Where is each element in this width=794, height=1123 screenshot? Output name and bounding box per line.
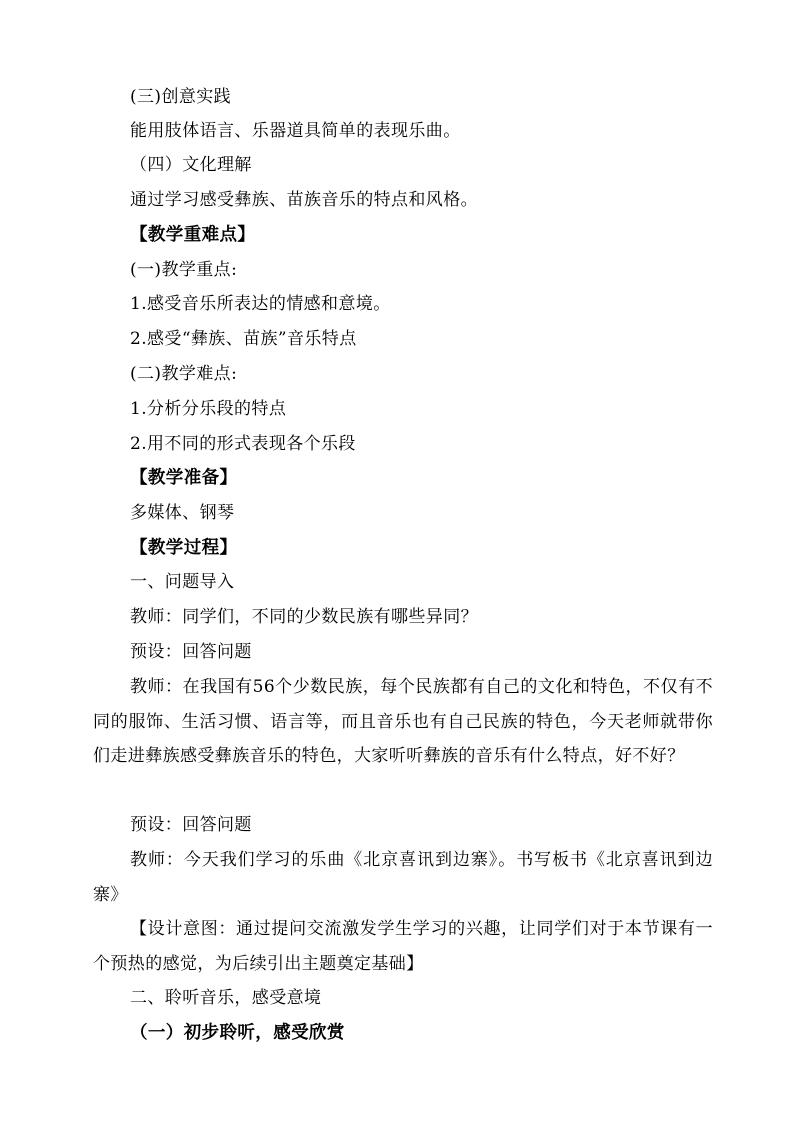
list-item: 2.感受“彝族、苗族”音乐特点	[130, 329, 357, 349]
section-question-intro: 一、问题导入	[130, 572, 235, 592]
paragraph: 教师：在我国有56个少数民族，每个民族都有自己的文化和特色，不仅有不同的服饰、生活习惯、语言等，而且音乐也有自己民族的特色，今天老师就带你们走进彝族感受彝族音乐的特色，大家听听彝族的音乐有什么特点，好不好？	[93, 677, 713, 766]
section-cultural-understanding: （四）文化理解	[130, 155, 252, 175]
subheading-initial-listening: （一）初步聆听，感受欣赏	[130, 1023, 345, 1043]
paragraph: 教师：今天我们学习的乐曲《北京喜讯到边寨》。书写板书《北京喜讯到边寨》	[93, 850, 713, 905]
text-line: 预设：回答问题	[130, 815, 252, 835]
subheading-key-points: (一)教学重点:	[130, 260, 238, 280]
list-item: 2.用不同的形式表现各个乐段	[130, 434, 356, 454]
text-line: 预设：回答问题	[130, 642, 252, 662]
design-intent-paragraph: 【设计意图：通过提问交流激发学生学习的兴趣，让同学们对于本节课有一个预热的感觉，为后续引出主题奠定基础】	[93, 919, 713, 974]
text-line: 通过学习感受彝族、苗族音乐的特点和风格。	[130, 190, 478, 210]
heading-teaching-process: 【教学过程】	[130, 538, 238, 558]
list-item: 1.感受音乐所表达的情感和意境。	[130, 294, 391, 314]
section-creative-practice: (三)创意实践	[130, 87, 232, 107]
list-item: 1.分析分乐段的特点	[130, 399, 287, 419]
text-line: 能用肢体语言、乐器道具简单的表现乐曲。	[130, 121, 461, 141]
subheading-difficult-points: (二)教学难点:	[130, 364, 238, 384]
section-listen-music: 二、聆听音乐，感受意境	[130, 988, 322, 1008]
text-line: 教师：同学们，不同的少数民族有哪些异同？	[130, 607, 478, 627]
heading-teaching-preparation: 【教学准备】	[130, 468, 238, 488]
text-line: 多媒体、钢琴	[130, 503, 235, 523]
heading-key-difficult-points: 【教学重难点】	[130, 225, 256, 245]
